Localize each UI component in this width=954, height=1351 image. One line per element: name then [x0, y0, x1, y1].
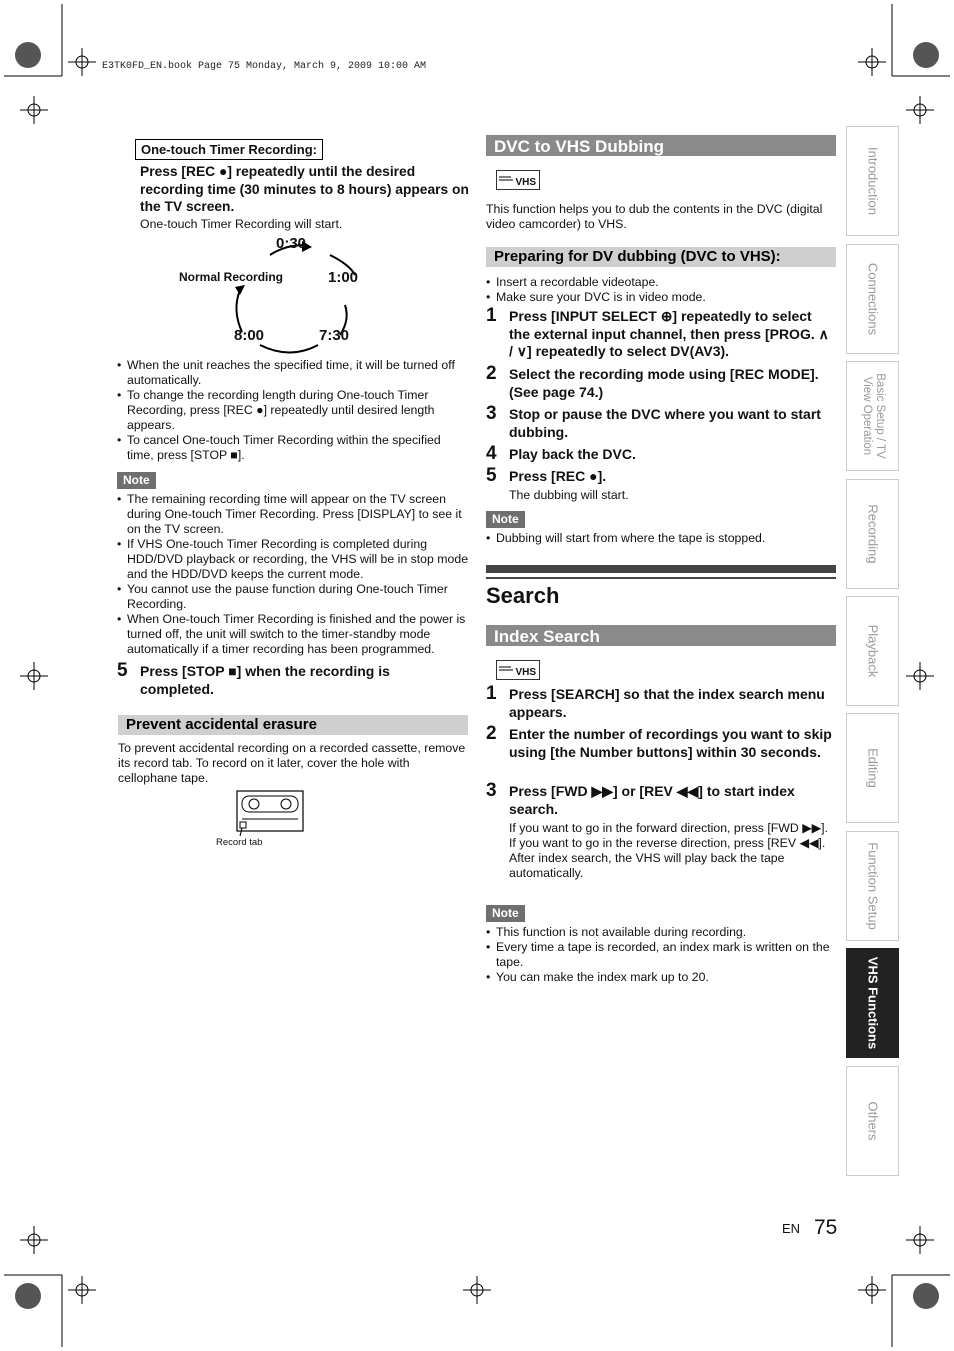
step-number: 2 — [486, 723, 497, 744]
dubbing-start-text: The dubbing will start. — [509, 488, 629, 502]
search-rule — [486, 565, 836, 573]
dvc-step-1: Press [INPUT SELECT ⊕] repeatedly to select the external input channel, then press [PROG. ∧ / ∨] repeatedly to select DV(AV3). — [509, 308, 829, 359]
search-title: Search — [486, 583, 560, 608]
index-notes — [486, 925, 831, 985]
step-5-stop: Press [STOP ■] when the recording is completed. — [140, 663, 390, 697]
timer-bullets — [117, 358, 469, 463]
step-number: 5 — [486, 465, 497, 486]
step-number: 3 — [486, 403, 497, 424]
note-label: Note — [486, 511, 525, 528]
diagram-1-00: 1:00 — [328, 269, 359, 286]
tab-recording[interactable]: Recording — [846, 479, 899, 589]
list-item: • This function is not available during recording. — [486, 925, 831, 940]
list-item: • Dubbing will start from where the tape is stopped. — [486, 531, 836, 546]
tab-playback[interactable]: Playback — [846, 596, 899, 706]
list-item: • If VHS One-touch Timer Recording is completed during HDD/DVD playback or recording, the VHS will be in stop mode and the HDD/DVD keeps the current mode. — [117, 537, 469, 582]
dvc-to-vhs-heading: DVC to VHS Dubbing — [486, 135, 836, 156]
diagram-0-30: 0:30 — [276, 235, 307, 252]
timer-notes — [117, 492, 469, 657]
step-number: 1 — [486, 683, 497, 704]
tab-connections[interactable]: Connections — [846, 244, 899, 354]
tab-others[interactable]: Others — [846, 1066, 899, 1176]
page-number: 75 — [814, 1216, 838, 1239]
tab-function-setup[interactable]: Function Setup — [846, 831, 899, 941]
tab-vhs-functions[interactable]: VHS Functions — [846, 948, 899, 1058]
step-number: 2 — [486, 363, 497, 384]
list-item: • To cancel One-touch Timer Recording within the specified time, press [STOP ■]. — [117, 433, 469, 463]
language-label: EN — [782, 1221, 801, 1236]
index-detail — [509, 821, 837, 881]
list-item: • When the unit reaches the specified time, it will be turned off automatically. — [117, 358, 469, 388]
list-item: • You cannot use the pause function during One-touch Timer Recording. — [117, 582, 469, 612]
step-number: 4 — [486, 443, 497, 464]
tab-editing[interactable]: Editing — [846, 713, 899, 823]
index-step-3: Press [FWD ▶▶] or [REV ◀◀] to start index search. — [509, 783, 795, 817]
press-instruction: Press [REC ●] repeatedly until the desired recording time (30 minutes to 8 hours) appears on the TV screen. — [140, 164, 469, 214]
prep-bullets — [486, 275, 836, 305]
list-item: • Insert a recordable videotape. — [486, 275, 836, 290]
list-item: • When One-touch Timer Recording is finished and the power is turned off, the unit will switch to the timer-standby mode automatically if a timer recording has been programmed. — [117, 612, 469, 657]
search-rule-thin — [486, 577, 836, 579]
tab-basic-setup[interactable]: Basic Setup / TV View Operation — [846, 361, 899, 471]
cassette-illustration — [230, 786, 310, 838]
list-item: • Every time a tape is recorded, an index mark is written on the tape. — [486, 940, 831, 970]
list-item: • To change the recording length during One-touch Timer Recording, press [REC ●] repeatedly until desired length appears. — [117, 388, 469, 433]
vhs-icon: VHS — [496, 170, 540, 190]
step-number: 3 — [486, 780, 497, 801]
dvc-step-4: Play back the DVC. — [509, 446, 636, 462]
will-start-text: One-touch Timer Recording will start. — [140, 217, 343, 231]
dvc-step-2: Select the recording mode using [REC MODE]. (See page 74.) — [509, 366, 819, 400]
reverse-direction-text: If you want to go in the reverse direction, press [REV ◀◀]. — [509, 836, 826, 850]
list-item: • The remaining recording time will appear on the TV screen during One-touch Timer Recording. Press [DISPLAY] to see it on the TV screen. — [117, 492, 469, 537]
one-touch-box-label: One-touch Timer Recording: — [135, 139, 323, 160]
tab-introduction[interactable]: Introduction — [846, 126, 899, 236]
vhs-icon: VHS — [496, 660, 540, 680]
after-search-text: After index search, the VHS will play back the tape automatically. — [509, 851, 785, 880]
forward-direction-text: If you want to go in the forward direction, press [FWD ▶▶]. — [509, 821, 828, 835]
dvc-intro: This function helps you to dub the contents in the DVC (digital video camcorder) to VHS. — [486, 202, 823, 231]
note-label: Note — [117, 472, 156, 489]
step-number: 5 — [117, 660, 128, 681]
dvc-notes — [486, 531, 836, 546]
diagram-7-30: 7:30 — [319, 327, 350, 344]
step-number: 1 — [486, 305, 497, 326]
record-tab-label: Record tab — [216, 837, 263, 848]
print-header: E3TK0FD_EN.book Page 75 Monday, March 9, 2009 10:00 AM — [102, 61, 427, 72]
index-step-1: Press [SEARCH] so that the index search menu appears. — [509, 686, 825, 720]
diagram-normal-recording: Normal Recording — [179, 270, 284, 284]
list-item: • Make sure your DVC is in video mode. — [486, 290, 836, 305]
dvc-step-3: Stop or pause the DVC where you want to start dubbing. — [509, 406, 821, 440]
note-label: Note — [486, 905, 525, 922]
prep-dv-dubbing-heading: Preparing for DV dubbing (DVC to VHS): — [486, 247, 836, 267]
diagram-8-00: 8:00 — [234, 327, 265, 344]
prevent-erasure-heading: Prevent accidental erasure — [118, 715, 468, 735]
index-step-2: Enter the number of recordings you want to skip using [the Number buttons] within 30 seconds. — [509, 726, 832, 760]
index-search-heading: Index Search — [486, 625, 836, 646]
list-item: • You can make the index mark up to 20. — [486, 970, 831, 985]
prevent-erasure-text: To prevent accidental recording on a recorded cassette, remove its record tab. To record on it later, cover the hole with cellophane tape. — [118, 741, 466, 785]
dvc-step-5: Press [REC ●]. — [509, 468, 607, 484]
